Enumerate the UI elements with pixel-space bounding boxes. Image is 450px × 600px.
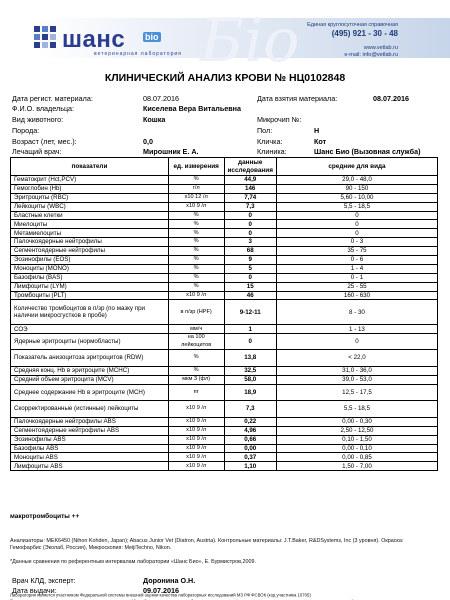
row-unit: %: [168, 264, 224, 273]
table-row: [11, 334, 438, 350]
watermark-bio: Біо: [200, 6, 300, 68]
row-reference: 90 - 150: [276, 184, 437, 193]
clinic-label: Клиника:: [257, 147, 287, 156]
row-reference: 5,5 - 18,5: [276, 202, 437, 211]
row-unit: x10 9 /л: [168, 291, 224, 300]
row-parameter: Базофилы ABS: [11, 444, 169, 453]
row-reference: 1,50 - 7,00: [276, 462, 437, 471]
row-reference: 0: [276, 229, 437, 238]
row-parameter: Миелоциты: [11, 220, 169, 229]
row-value: 3: [224, 238, 276, 247]
row-value: 18,9: [224, 384, 276, 401]
row-parameter: Показатель анизоцитоза эритроцитов (RDW): [11, 350, 169, 367]
row-reference: 0 - 1: [276, 273, 437, 282]
row-value: 0,00: [224, 444, 276, 453]
legal-line-2: (код участника 10705): [267, 593, 311, 599]
row-reference: 160 - 630: [276, 291, 437, 300]
row-value: 13,8: [224, 350, 276, 367]
row-reference: 2,50 - 12,50: [276, 426, 437, 435]
row-parameter: Лимфоциты ABS: [11, 462, 169, 471]
row-unit: %: [168, 256, 224, 265]
row-parameter: СОЭ: [11, 325, 169, 334]
row-unit: %: [168, 176, 224, 185]
nick-label: Кличка:: [257, 137, 283, 146]
row-value: 4,96: [224, 426, 276, 435]
row-value: 58,0: [224, 375, 276, 384]
row-reference: 0,00 - 0,10: [276, 444, 437, 453]
table-row: [11, 220, 438, 229]
logo-icon: [34, 24, 60, 54]
table-row: [11, 325, 438, 334]
row-unit: x10 9 /л: [168, 401, 224, 418]
row-reference: 1 - 4: [276, 264, 437, 273]
row-reference: < 22,0: [276, 350, 437, 367]
row-value: 0: [224, 211, 276, 220]
row-value: 68: [224, 247, 276, 256]
row-unit: x10 9 /л: [168, 444, 224, 453]
header-value: данные исследования: [224, 158, 276, 176]
row-reference: 1 - 13: [276, 325, 437, 334]
row-unit: x10 12 /л: [168, 193, 224, 202]
issue-date-label: Дата выдачи:: [12, 586, 57, 595]
row-value: 0,37: [224, 453, 276, 462]
row-reference: 0,00 - 0,85: [276, 453, 437, 462]
logo-subtitle: ветеринарная лаборатория: [94, 51, 182, 57]
row-parameter: Метамиелоциты: [11, 229, 169, 238]
row-value: 15: [224, 282, 276, 291]
row-unit: на 100 лейкоцитов: [168, 334, 224, 350]
table-row: [11, 273, 438, 282]
row-unit: x10 9 /л: [168, 202, 224, 211]
row-parameter: Ядерные эритроциты (нормобласты): [11, 334, 169, 350]
row-reference: 39,0 - 53,0: [276, 375, 437, 384]
contact-phone: (495) 921 - 30 - 48: [331, 29, 398, 38]
row-value: 0: [224, 273, 276, 282]
contact-caption: Единая круглосуточная справочная: [307, 22, 398, 28]
row-unit: %: [168, 211, 224, 220]
table-row: [11, 238, 438, 247]
header-unit: ед. измерения: [168, 158, 224, 176]
row-reference: 0: [276, 220, 437, 229]
row-unit: %: [168, 238, 224, 247]
sex-label: Пол:: [257, 126, 273, 135]
row-parameter: Средний объем эритроцита (MCV): [11, 375, 169, 384]
row-parameter: Сегментоядерные нейтрофилы: [11, 247, 169, 256]
table-row: [11, 211, 438, 220]
row-unit: %: [168, 273, 224, 282]
table-row: [11, 453, 438, 462]
row-unit: пг: [168, 384, 224, 401]
row-reference: 31,0 - 36,0: [276, 366, 437, 375]
row-unit: x10 9 /л: [168, 453, 224, 462]
row-value: 32,5: [224, 366, 276, 375]
table-body: [11, 176, 438, 471]
owner-value: Киселева Вера Витальевна: [143, 104, 242, 113]
take-date-value: 08.07.2016: [373, 94, 409, 103]
chip-label: Микрочип №:: [257, 115, 302, 124]
contact-email[interactable]: e-mail: info@vetlab.ru: [344, 52, 398, 58]
table-row: [11, 193, 438, 202]
row-reference: 5,60 - 10,00: [276, 193, 437, 202]
table-row: [11, 350, 438, 367]
table-row: [11, 401, 438, 418]
row-reference: 12,5 - 17,5: [276, 384, 437, 401]
row-reference: 0: [276, 334, 437, 350]
row-parameter: Лейкоциты (WBC): [11, 202, 169, 211]
reference-note: *Данные сравнения по референтным интервалам лаборатории «Шанс Био», Е. Бурмистров,2009.: [10, 559, 256, 565]
row-parameter: Сегментоядерные нейтрофилы ABS: [11, 426, 169, 435]
table-row: [11, 256, 438, 265]
row-reference: 0 - 3: [276, 238, 437, 247]
table-row: [11, 435, 438, 444]
row-parameter: Моноциты (MONO): [11, 264, 169, 273]
row-unit: %: [168, 282, 224, 291]
row-reference: 0: [276, 211, 437, 220]
doctor-value: Мирошник Е. А.: [143, 147, 199, 156]
table-row: [11, 229, 438, 238]
row-parameter: Палочкоядерные нейтрофилы: [11, 238, 169, 247]
table-row: [11, 282, 438, 291]
table-row: [11, 247, 438, 256]
row-reference: 5,5 - 18,5: [276, 401, 437, 418]
row-parameter: Эозинофилы (EOS): [11, 256, 169, 265]
table-row: [11, 366, 438, 375]
row-value: 7,3: [224, 401, 276, 418]
row-value: 0,66: [224, 435, 276, 444]
table-header-row: [11, 158, 438, 176]
row-reference: 8 - 30: [276, 300, 437, 325]
table-row: [11, 417, 438, 426]
header-reference: средние для вида: [276, 158, 437, 176]
row-value: 9: [224, 256, 276, 265]
sex-value: Н: [314, 126, 320, 135]
age-value: 0,0: [143, 137, 153, 146]
row-value: 7,3: [224, 202, 276, 211]
age-label: Возраст (лет, мес.):: [12, 137, 77, 146]
row-parameter: Бластные клетки: [11, 211, 169, 220]
table-row: [11, 264, 438, 273]
clinic-value: Шанс Био (Вызовная служба): [314, 147, 421, 156]
row-unit: x10 9 /л: [168, 462, 224, 471]
table-row: [11, 384, 438, 401]
row-parameter: Средняя конц. Hb в эритроците (MCHC): [11, 366, 169, 375]
row-value: 146: [224, 184, 276, 193]
row-value: 9-12-11: [224, 300, 276, 325]
expert-value: Доронина О.Н.: [143, 576, 196, 585]
row-unit: %: [168, 366, 224, 375]
logo-text: шанс: [62, 26, 126, 53]
report-title: КЛИНИЧЕСКИЙ АНАЛИЗ КРОВИ № НЦ0102848: [104, 72, 346, 84]
table-row: [11, 426, 438, 435]
table-row: [11, 444, 438, 453]
note-macroplatelets: макротромбоциты ++: [10, 513, 80, 520]
row-value: 0,22: [224, 417, 276, 426]
legal-line-1: Лаборатория является участником Федеральной системы внешней оценки качества лабораторных исследований МЗ РФ ФСВОК: [10, 593, 267, 599]
row-parameter: Среднее содержание Hb в эритроците (MCH): [11, 384, 169, 401]
row-unit: мм/ч: [168, 325, 224, 334]
table-row: [11, 300, 438, 325]
row-unit: %: [168, 220, 224, 229]
row-unit: %: [168, 350, 224, 367]
row-value: 5: [224, 264, 276, 273]
take-date-label: Дата взятия материала:: [257, 94, 338, 103]
row-unit: %: [168, 229, 224, 238]
row-unit: x10 9 /л: [168, 435, 224, 444]
breed-label: Порода:: [12, 126, 40, 135]
row-parameter: Скорректированные (истинные) лейкоциты: [11, 401, 169, 418]
species-label: Вид животного:: [12, 115, 64, 124]
logo-bio-badge: bio: [145, 32, 159, 42]
row-parameter: Палочкоядерные нейтрофилы ABS: [11, 417, 169, 426]
table-row: [11, 184, 438, 193]
nick-value: Кот: [314, 137, 327, 146]
row-unit: мкм 3 (фл): [168, 375, 224, 384]
row-unit: г/л: [168, 184, 224, 193]
row-parameter: Лимфоциты (LYM): [11, 282, 169, 291]
legal-text: [10, 593, 311, 598]
row-value: 0: [224, 220, 276, 229]
row-reference: 29,0 - 48,0: [276, 176, 437, 185]
table-row: [11, 202, 438, 211]
table-row: [11, 176, 438, 185]
row-parameter: Тромбоциты (PLT): [11, 291, 169, 300]
table-row: [11, 291, 438, 300]
row-reference: 0 - 6: [276, 256, 437, 265]
row-reference: 0,00 - 0,30: [276, 417, 437, 426]
row-value: 0: [224, 229, 276, 238]
row-unit: %: [168, 247, 224, 256]
row-value: 7,74: [224, 193, 276, 202]
row-reference: 25 - 55: [276, 282, 437, 291]
row-value: 0: [224, 334, 276, 350]
table-row: [11, 375, 438, 384]
analyzers-info-2: Гемофарбис (Эколаб, Россия), Микроскопия: MeijiTechno, Nikon.: [10, 545, 172, 551]
issue-date-value: 09.07.2016: [143, 586, 179, 595]
reg-date-label: Дата регист. материала:: [12, 94, 93, 103]
row-value: 1,10: [224, 462, 276, 471]
analyzers-info: Анализаторы: MEK6450 (Nihon Kohden, Japan); Abacus Junior Vet (Diatron, Austria). Контрольные материалы: J.T.Baker, R&DSystems, Inc (3 уровня). Окраска:: [10, 538, 404, 544]
row-unit: в п/зр (HPF): [168, 300, 224, 325]
row-unit: x10 9 /л: [168, 417, 224, 426]
row-unit: x10 9 /л: [168, 426, 224, 435]
report-header: [0, 0, 450, 68]
row-reference: 0,10 - 1,50: [276, 435, 437, 444]
expert-label: Врач КЛД, эксперт:: [12, 576, 76, 585]
row-value: 46: [224, 291, 276, 300]
results-table: [10, 157, 438, 471]
row-parameter: Гемоглобин (Hb): [11, 184, 169, 193]
row-parameter: Эозинофилы ABS: [11, 435, 169, 444]
doctor-label: Лечащий врач:: [12, 147, 62, 156]
species-value: Кошка: [143, 115, 166, 124]
header-parameter: показатели: [11, 158, 169, 176]
table-row: [11, 462, 438, 471]
row-value: 1: [224, 325, 276, 334]
reg-date-value: 08.07.2016: [143, 94, 179, 103]
owner-label: Ф.И.О. владельца:: [12, 104, 75, 113]
row-parameter: Эритроциты (RBC): [11, 193, 169, 202]
row-parameter: Гематокрит (Hct,PCV): [11, 176, 169, 185]
row-parameter: Моноциты ABS: [11, 453, 169, 462]
row-parameter: Базофилы (BAS): [11, 273, 169, 282]
row-value: 44,9: [224, 176, 276, 185]
row-parameter: Количество тромбоцитов в п/зр (по мазку при наличии микросгустков в пробе): [11, 300, 169, 325]
row-reference: 35 - 75: [276, 247, 437, 256]
contact-site[interactable]: www.vetlab.ru: [363, 45, 398, 51]
